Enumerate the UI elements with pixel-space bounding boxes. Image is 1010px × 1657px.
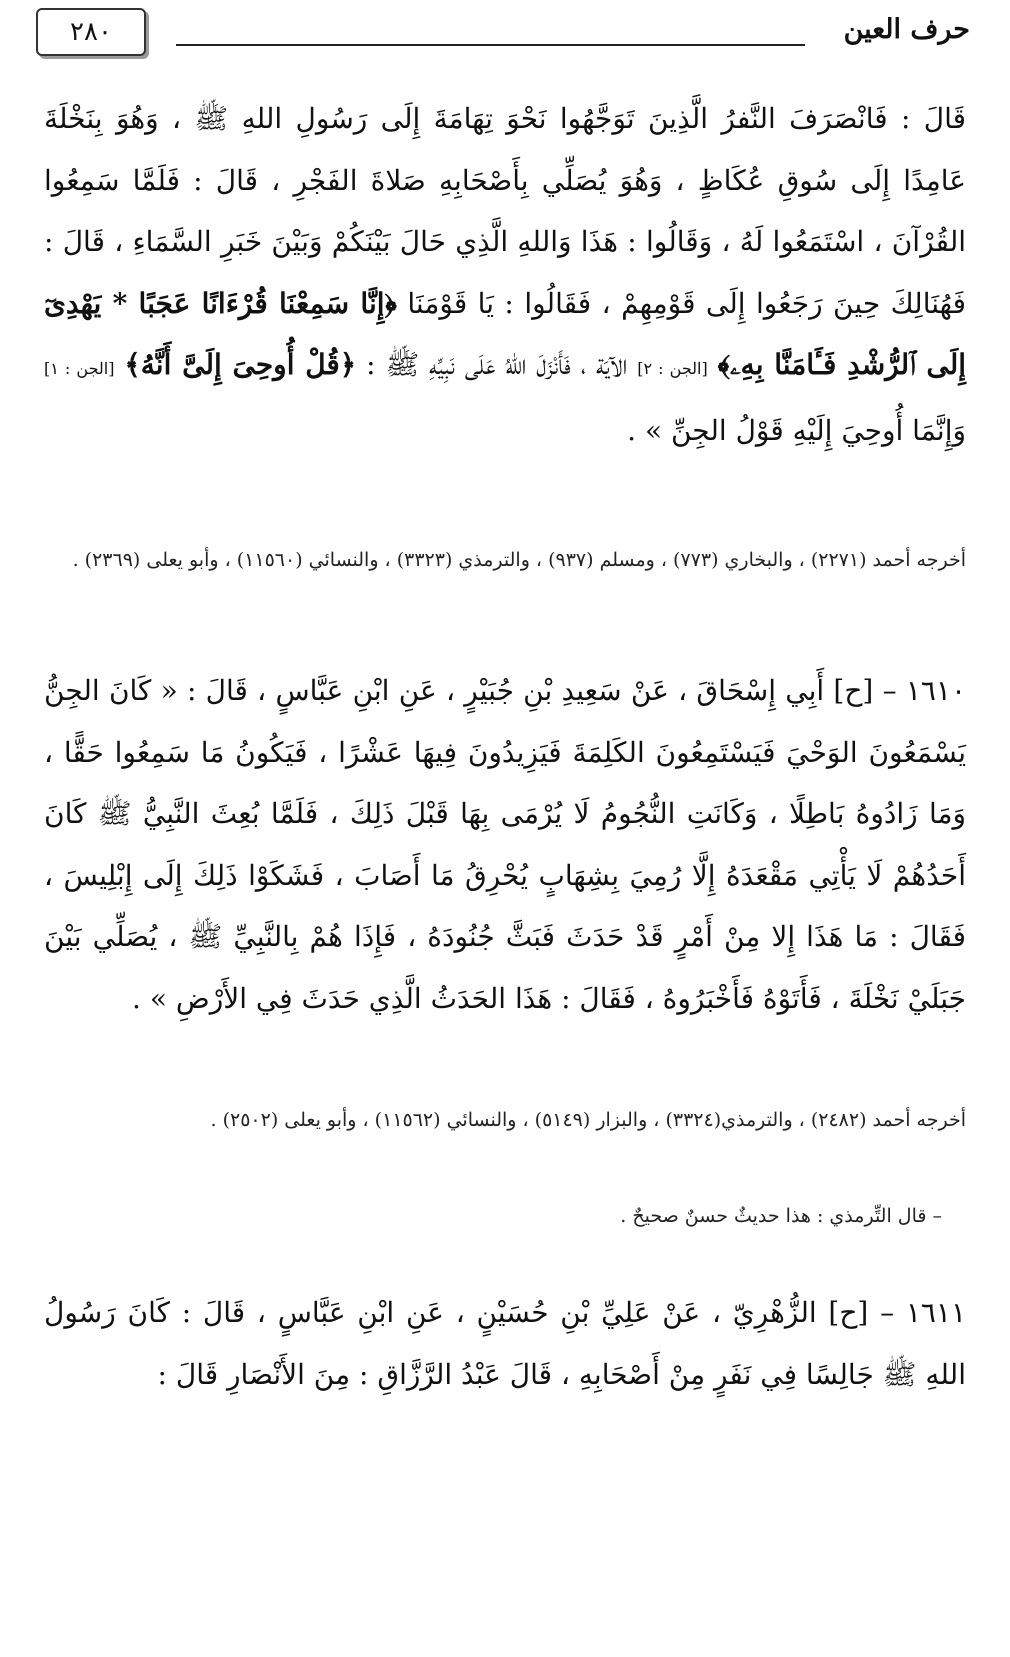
hadith-number: ١٦١١ – bbox=[880, 1296, 966, 1329]
hadith-text: [ح] الزُّهْرِيّ ، عَنْ عَلِيِّ بْنِ حُسَيْنٍ ، عَنِ ابْنِ عَبَّاسٍ ، قَالَ : كَانَ رَسُولُ اللهِ ﷺ جَالِسًا فِي نَفَرٍ مِنْ أَصْحَابِهِ ، قَالَ عَبْدُ الرَّزَّاقِ : مِنَ الأَنْصَارِ قَالَ : bbox=[44, 1296, 966, 1391]
hadith-text-part: قَالَ : فَانْصَرَفَ النَّفرُ الَّذِينَ تَوَجَّهُوا نَحْوَ تِهَامَةَ إِلَى رَسُولِ اللهِ ﷺ ، وَهُوَ بِنَخْلَةَ عَامِدًا إِلَى سُوقِ عُكَاظٍ ، وَهُوَ يُصَلِّي بِأَصْحَابِهِ صَلاةَ الفَجْرِ ، قَالَ : فَلَمَّا سَمِعُوا القُرْآنَ ، اسْتَمَعُوا لَهُ ، وَقَالُوا : هَذَا وَاللهِ الَّذِي حَالَ بَيْنَكُمْ وَبَيْنَ خَبَرِ السَّمَاءِ ، قَالَ : فَهُنَالِكَ حِينَ رَجَعُوا إِلَى قَوْمِهِمْ ، فَقَالُوا : يَا قَوْمَنَا bbox=[44, 102, 967, 320]
grading-note: – قال التِّرمذي : هذا حديثٌ حسنٌ صحيحٌ . bbox=[620, 1205, 942, 1227]
hadith-text-part: وَإِنَّمَا أُوحِيَ إِلَيْهِ قَوْلُ الجِنِّ » . bbox=[627, 413, 966, 447]
takhrij-note: أخرجه أحمد (٢٢٧١) ، والبخاري (٧٧٣) ، ومسلم (٩٣٧) ، والترمذي (٣٣٢٣) ، والنسائي (١١٥٦٠) ، وأبو يعلى (٢٣٦٩) . bbox=[72, 549, 966, 571]
quran-verse: ﴿إِنَّا سَمِعْنَا قُرْءَانًا عَجَبًا * يَهْدِىٓ إِلَى ٱلرُّشْدِ فَـَٔامَنَّا بِهِۦ﴾ bbox=[44, 286, 967, 381]
hadith-text: [ح] أَبِي إِسْحَاقَ ، عَنْ سَعِيدِ بْنِ جُبَيْرٍ ، عَنِ ابْنِ عَبَّاسٍ ، قَالَ : « كَانَ الجِنُّ يَسْمَعُونَ الوَحْيَ فَيَسْتَمِعُونَ الكَلِمَةَ فَيَزِيدُونَ فِيهَا عَشْرًا ، فَيَكُونُ مَا سَمِعُوا حَقًّا ، وَمَا زَادُوهُ بَاطِلًا ، وَكَانَتِ النُّجُومُ لَا يُرْمَى بِهَا قَبْلَ ذَلِكَ ، فَلَمَّا بُعِثَ النَّبِيُّ ﷺ كَانَ أَحَدُهُمْ لَا يَأْتِي مَقْعَدَهُ إِلَّا رُمِيَ بِشِهَابٍ يُحْرِقُ مَا أَصَابَ ، فَشَكَوْا ذَلِكَ إِلَى إِبْلِيسَ ، فَقَالَ : مَا هَذَا إِلا مِنْ أَمْرٍ قَدْ حَدَثَ فَبَثَّ جُنُودَهُ ، فَإِذَا هُمْ بِالنَّبِيِّ ﷺ ، يُصَلِّي بَيْنَ جَبَلَيْ نَخْلَةَ ، فَأَتَوْهُ فَأَخْبَرُوهُ ، فَقَالَ : هَذَا الحَدَثُ الَّذِي حَدَثَ فِي الأَرْضِ » . bbox=[44, 674, 966, 1015]
header-rule bbox=[176, 44, 805, 46]
quran-verse: ﴿قُلْ أُوحِىَ إِلَىَّ أَنَّهُ﴾ bbox=[124, 348, 357, 381]
page-header bbox=[36, 8, 970, 66]
hadith-1611 bbox=[44, 1282, 966, 1405]
hadith-1609-continuation bbox=[44, 88, 966, 461]
takhrij-note: أخرجه أحمد (٢٤٨٢) ، والترمذي(٣٣٢٤) ، والبزار (٥١٤٩) ، والنسائي (١١٥٦٢) ، وأبو يعلى (٢٥٠٢) . bbox=[210, 1109, 966, 1131]
chapter-title: حرف العين bbox=[843, 14, 970, 45]
page-number: ٢٨٠ bbox=[36, 8, 146, 56]
hadith-text-part: الآيَة ، فَأَنْزَلَ اللهُ عَلَى نَبِيِّهِ ﷺ : bbox=[366, 348, 628, 381]
verse-reference: [الجن : ٢] bbox=[637, 359, 708, 378]
verse-reference: [الجن : ١] bbox=[44, 359, 115, 378]
hadith-1610 bbox=[44, 660, 966, 1029]
hadith-number: ١٦١٠ – bbox=[882, 674, 966, 707]
